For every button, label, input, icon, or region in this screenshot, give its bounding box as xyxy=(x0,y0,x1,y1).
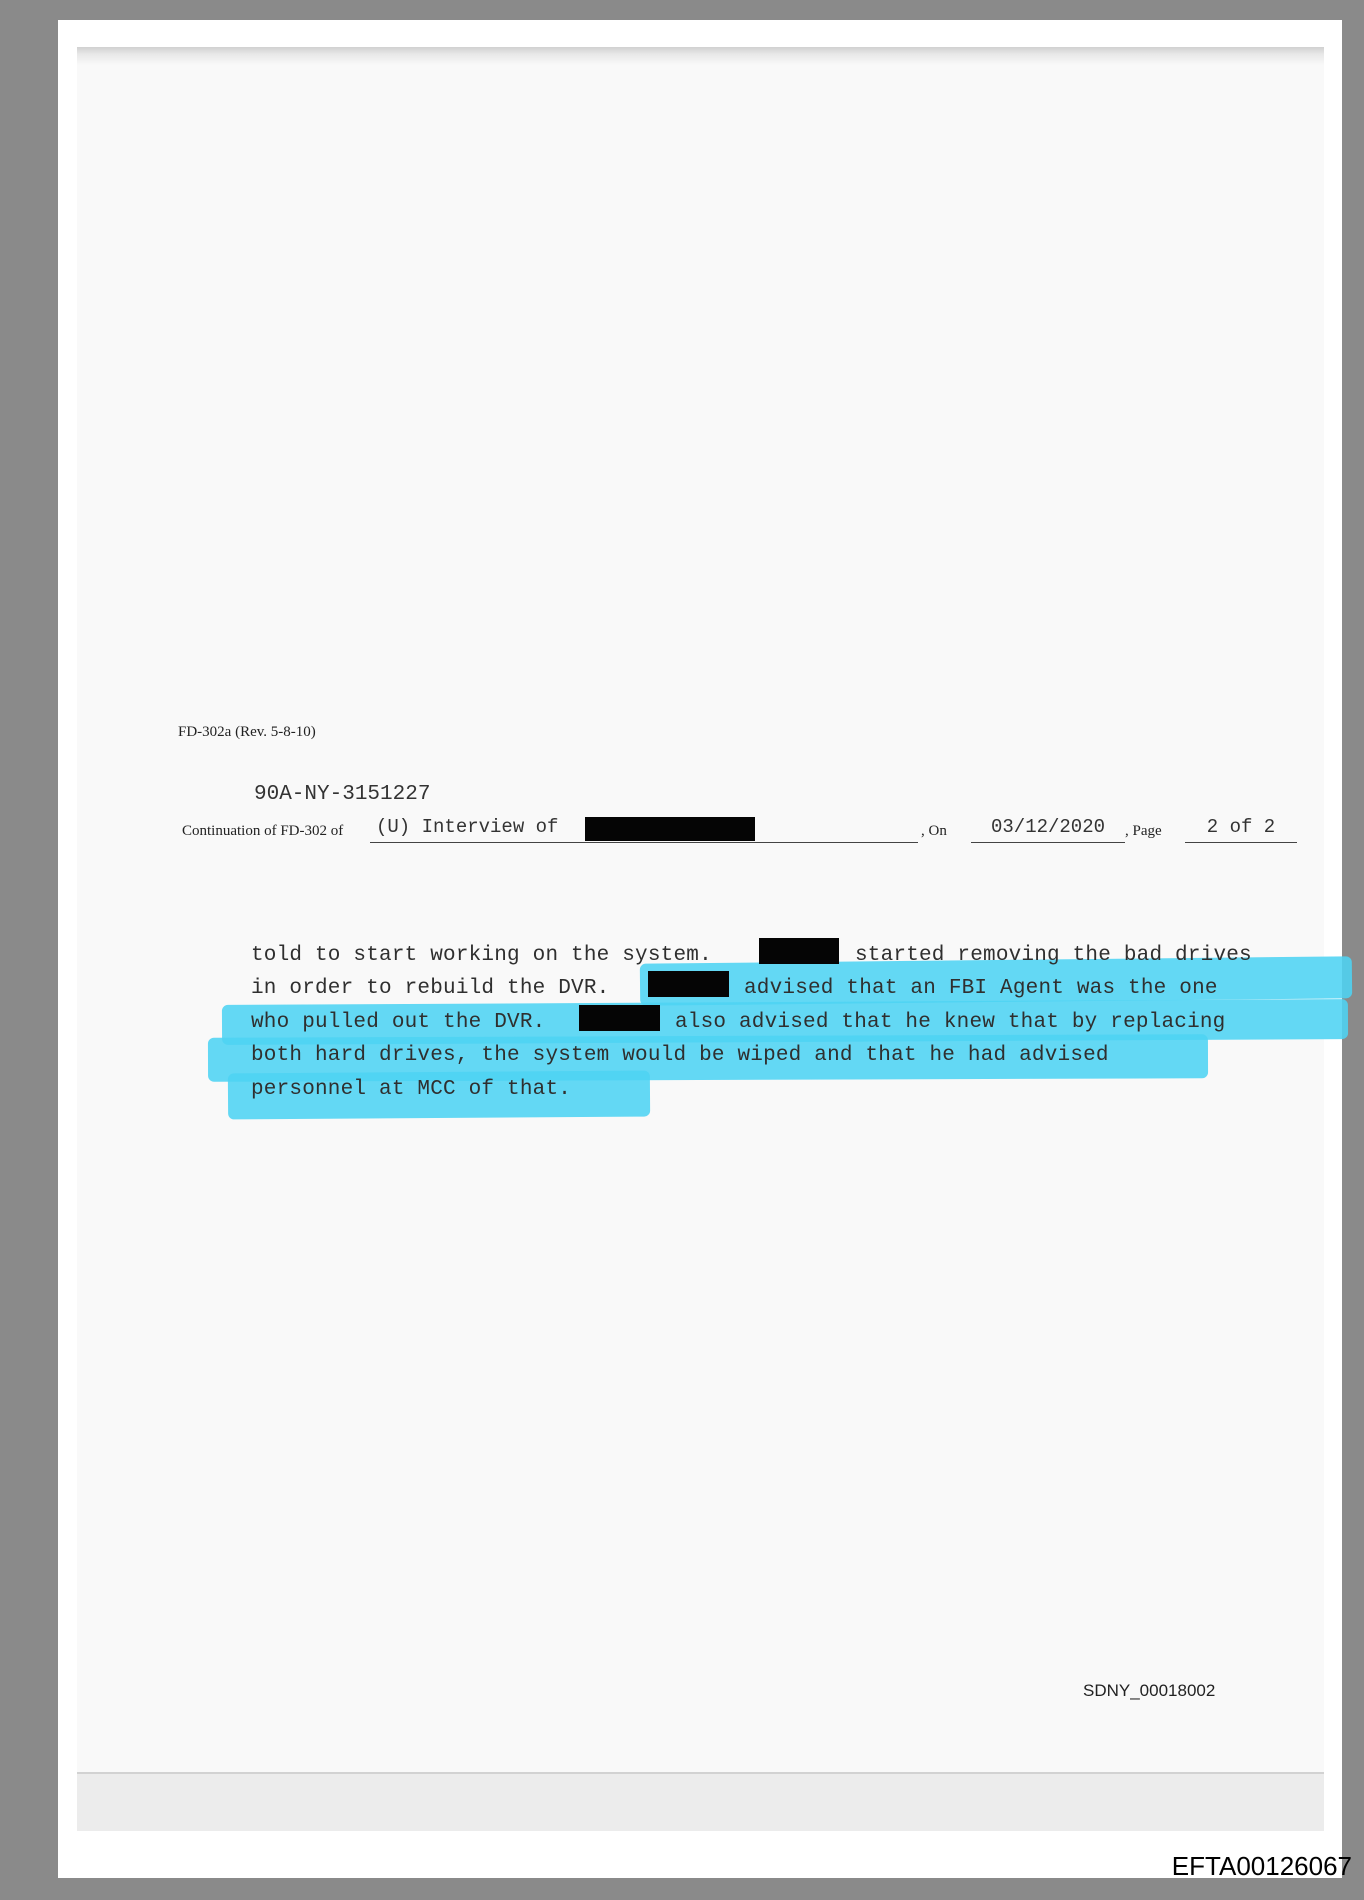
body-line-1a: told to start working on the system. xyxy=(251,944,712,967)
scan-top-edge xyxy=(77,47,1324,65)
continuation-label: Continuation of FD-302 of xyxy=(182,823,344,839)
bates-number: SDNY_00018002 xyxy=(1083,1681,1216,1700)
body-line-3b: also advised that he knew that by replacing xyxy=(675,1011,1226,1034)
document-page xyxy=(58,20,1342,1878)
scan-bottom-band xyxy=(77,1772,1324,1831)
on-label: , On xyxy=(921,823,947,839)
page-field xyxy=(1185,814,1297,843)
date-field xyxy=(971,814,1125,843)
redaction-subject xyxy=(585,817,755,841)
redaction-line3 xyxy=(579,1005,660,1031)
body-line-5: personnel at MCC of that. xyxy=(251,1078,572,1101)
form-id: FD-302a (Rev. 5-8-10) xyxy=(178,724,316,740)
body-line-4: both hard drives, the system would be wiped and that he had advised xyxy=(251,1044,1109,1067)
page-number: 2 of 2 xyxy=(1206,816,1276,838)
efta-number: EFTA00126067 xyxy=(1171,1851,1352,1881)
interview-date: 03/12/2020 xyxy=(990,816,1106,838)
body-line-2a: in order to rebuild the DVR. xyxy=(251,977,610,1000)
file-number: 90A-NY-3151227 xyxy=(254,783,431,806)
body-line-1b: started removing the bad drives xyxy=(855,944,1252,967)
interview-subject-text: (U) Interview of xyxy=(376,816,559,838)
redaction-line2 xyxy=(648,971,729,997)
page-label: , Page xyxy=(1125,823,1162,839)
scanned-sheet xyxy=(77,47,1324,1829)
body-line-2b: advised that an FBI Agent was the one xyxy=(744,977,1218,1000)
redaction-line1 xyxy=(759,938,839,964)
body-line-3a: who pulled out the DVR. xyxy=(251,1011,546,1034)
